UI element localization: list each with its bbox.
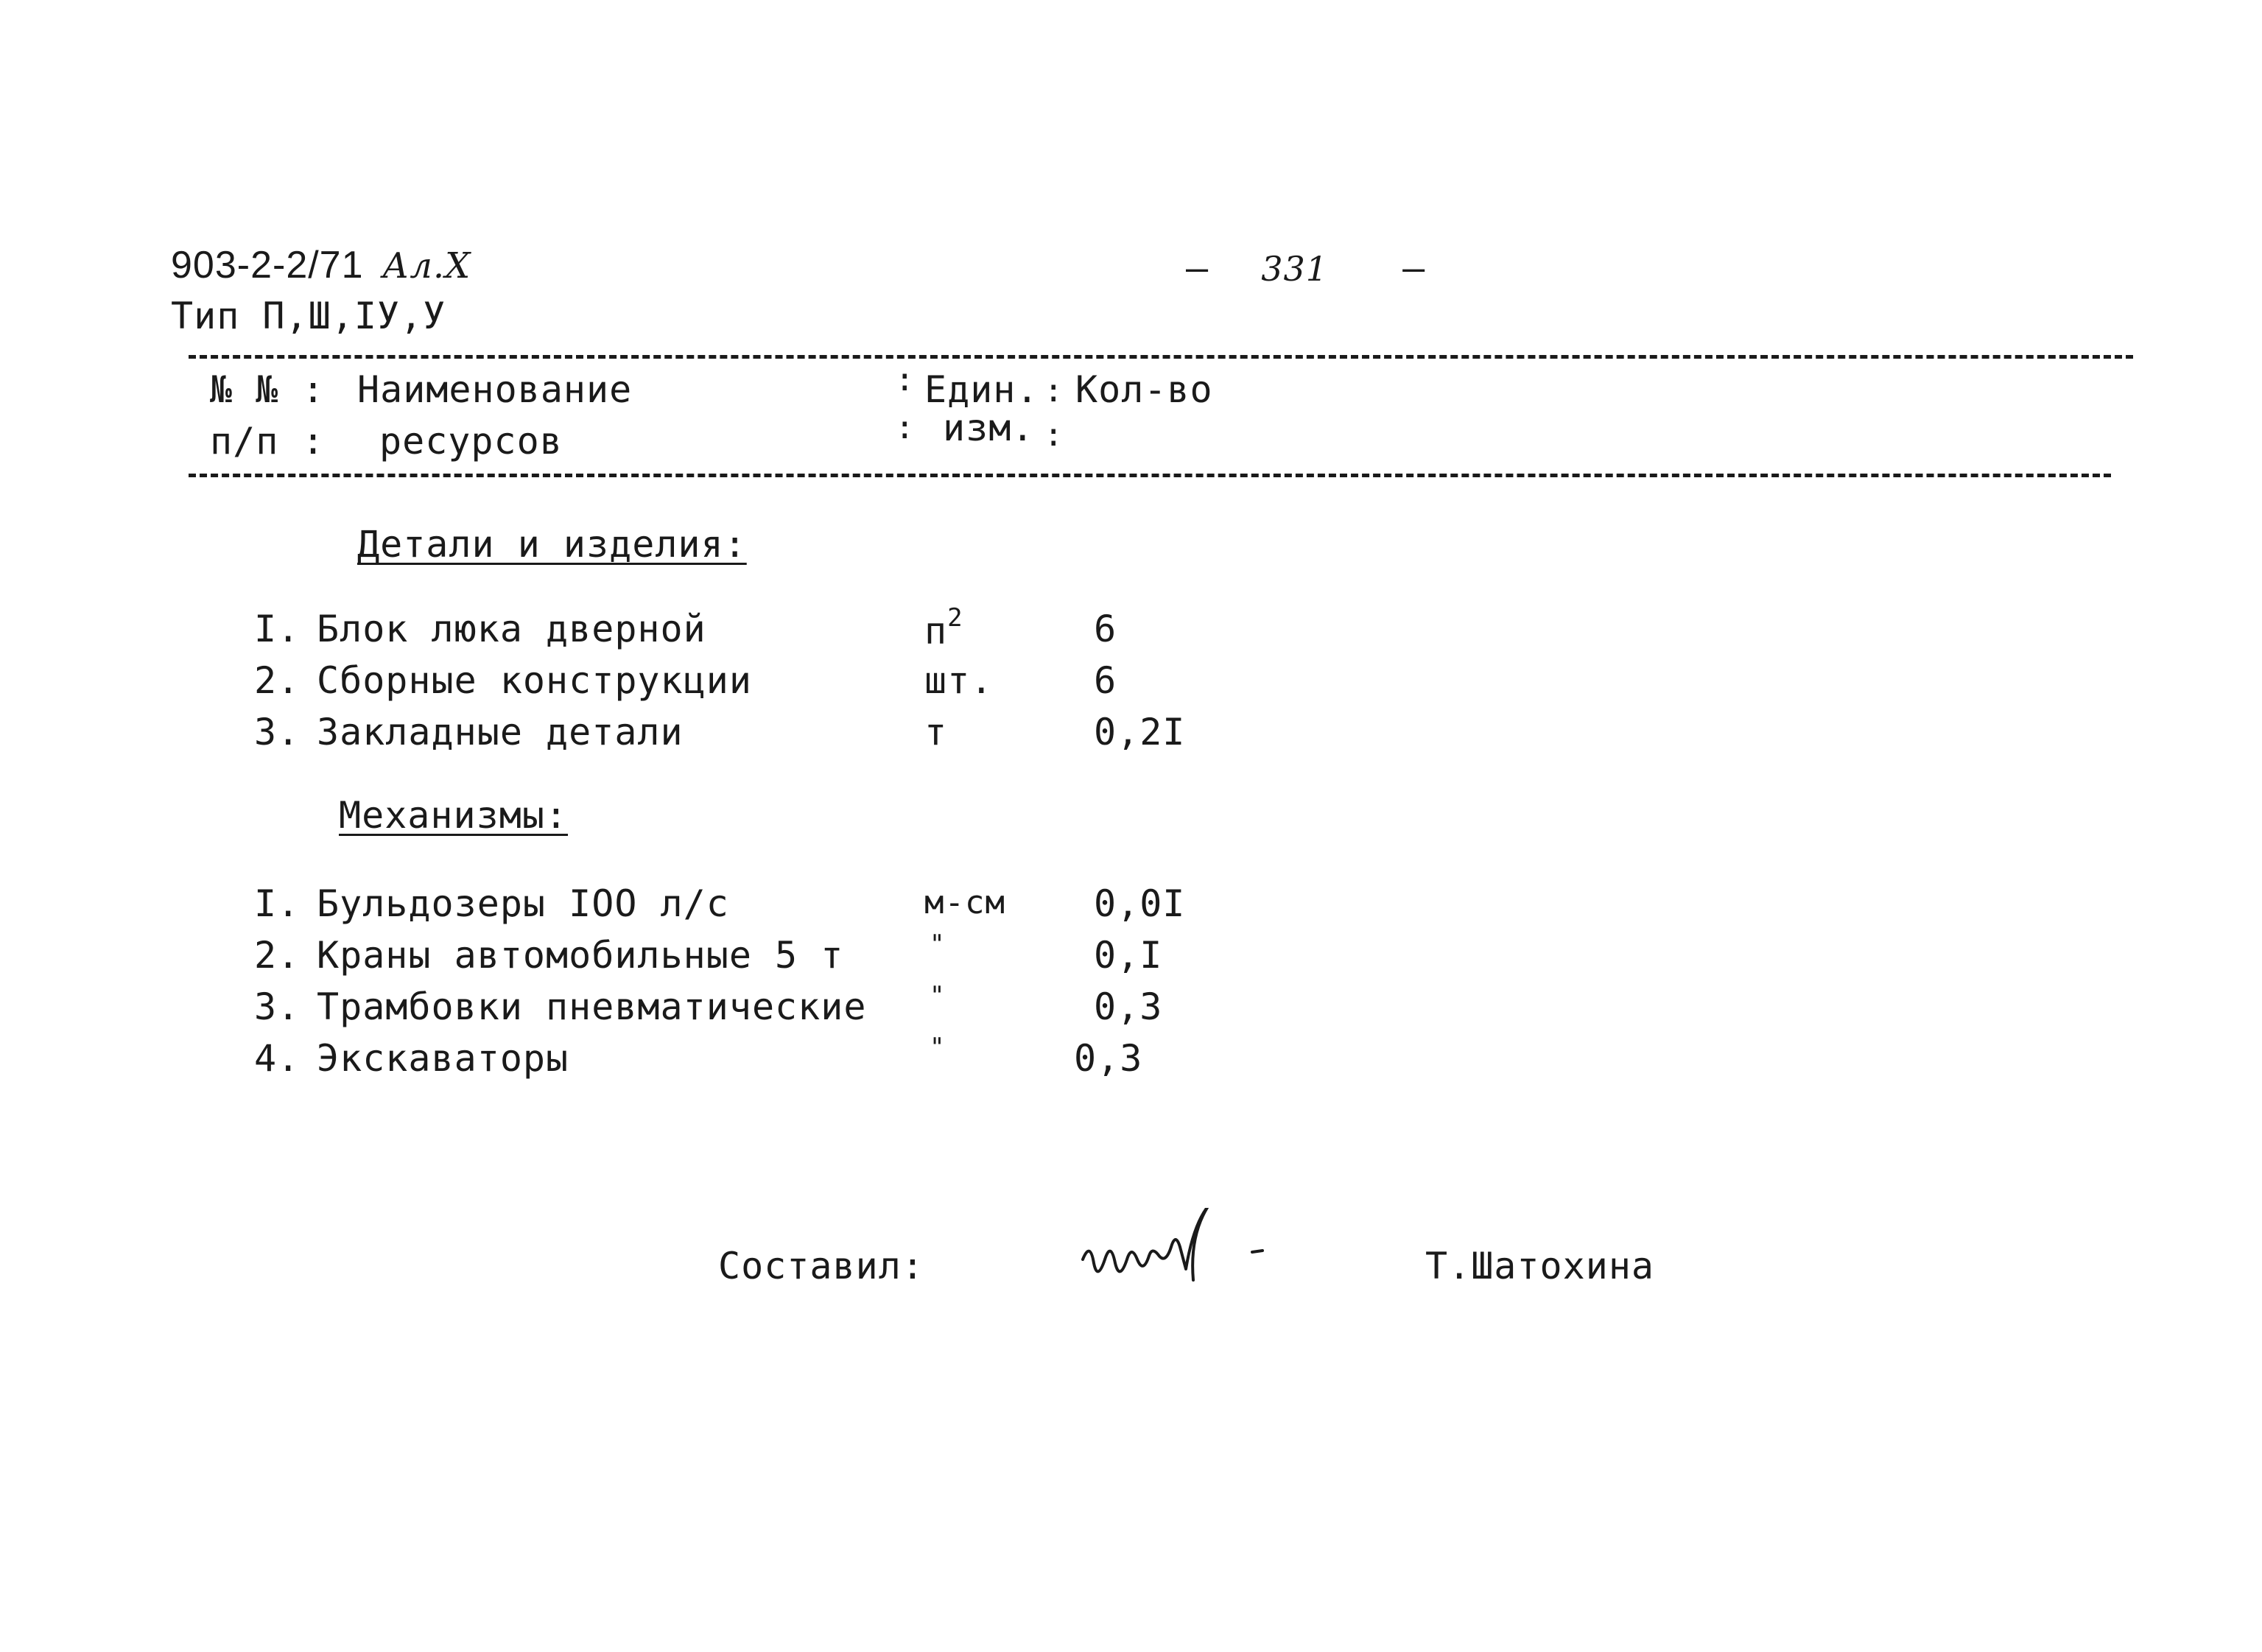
row-quantity: 0,3 xyxy=(1074,1037,1143,1080)
col-unit-header-bottom: изм. xyxy=(943,407,1035,449)
page-dash-left: – xyxy=(1186,247,1209,289)
col-sep-bottom: : xyxy=(302,420,326,463)
col-no-header-bottom: п/п xyxy=(210,420,279,463)
row-name: Блок люка дверной xyxy=(317,608,706,650)
type-line: Тип П,Ш,IУ,У xyxy=(171,295,446,337)
page-number-block xyxy=(1186,247,1425,289)
row-unit xyxy=(924,603,963,653)
row-number: 3. xyxy=(254,711,301,753)
col-unit-header-top: Един. xyxy=(924,368,1039,411)
signature-image xyxy=(1075,1208,1296,1311)
row-quantity: 0,2I xyxy=(1094,711,1186,753)
row-number: 4. xyxy=(254,1037,301,1080)
table-top-rule xyxy=(189,355,2133,359)
document-code xyxy=(171,243,471,287)
row-unit-base: п xyxy=(924,609,948,653)
row-quantity: 0,3 xyxy=(1094,985,1163,1028)
row-unit: м-см xyxy=(924,884,1005,921)
row-name: Трамбовки пневматические xyxy=(317,985,867,1028)
row-number: I. xyxy=(254,882,301,925)
col-sep-unit-right: : xyxy=(1044,372,1064,410)
sheet-mark: Ал.X xyxy=(382,245,471,287)
section-title-details: Детали и изделия: xyxy=(357,523,747,566)
row-name: Краны автомобильные 5 т xyxy=(317,934,844,977)
row-number: I. xyxy=(254,608,301,650)
row-name: Сборные конструкции xyxy=(317,659,752,702)
row-unit: т xyxy=(924,711,948,753)
col-qty-header: Кол-во xyxy=(1075,368,1213,411)
row-unit-ditto: " xyxy=(930,1033,946,1062)
row-quantity: 6 xyxy=(1094,608,1117,650)
section-title-mechanisms: Механизмы: xyxy=(339,794,569,837)
row-number: 3. xyxy=(254,985,301,1028)
row-name: Экскаваторы xyxy=(317,1037,569,1080)
col-sep-unit-left: : xyxy=(895,361,915,398)
col-sep-unit-right-2: : xyxy=(1044,416,1064,454)
compiler-name: Т.Шатохина xyxy=(1425,1245,1655,1287)
row-unit-ditto: " xyxy=(930,981,946,1010)
col-sep-top: : xyxy=(302,368,326,411)
row-quantity: 0,I xyxy=(1094,934,1163,977)
compiled-by-label: Составил: xyxy=(718,1245,924,1287)
row-number: 2. xyxy=(254,659,301,702)
row-unit: шт. xyxy=(924,659,994,702)
col-name-header-bottom: ресурсов xyxy=(379,420,563,463)
table-header-bottom-rule xyxy=(189,474,2111,477)
col-sep-unit-left-2: : xyxy=(895,409,915,446)
page-dash-right: – xyxy=(1402,247,1426,289)
row-number: 2. xyxy=(254,934,301,977)
row-name: Закладные детали xyxy=(317,711,684,753)
row-unit-ditto: " xyxy=(930,929,946,959)
row-unit-superscript: 2 xyxy=(947,603,963,633)
col-no-header-top: № № xyxy=(210,368,279,411)
doc-code: 903-2-2/71 xyxy=(171,244,364,287)
row-quantity: 0,0I xyxy=(1094,882,1186,925)
page-number: 331 xyxy=(1261,249,1329,289)
row-quantity: 6 xyxy=(1094,659,1117,702)
row-name: Бульдозеры IOO л/с xyxy=(317,882,729,925)
col-name-header-top: Наименование xyxy=(357,368,633,411)
